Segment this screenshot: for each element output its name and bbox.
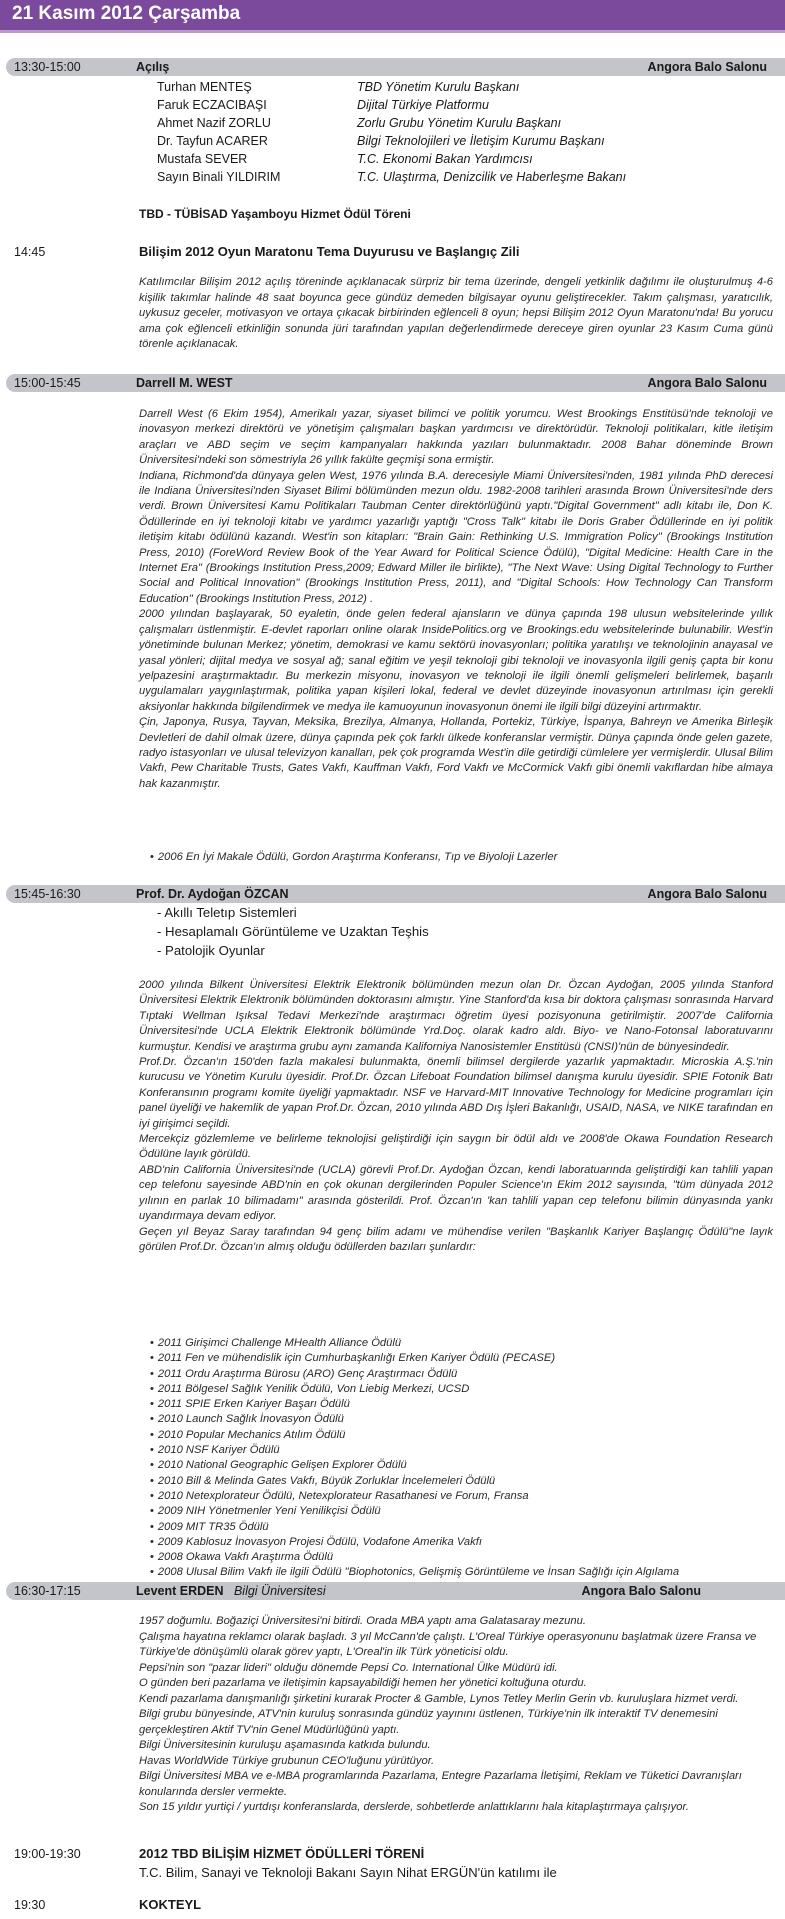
paragraph: Indiana, Richmond'da dünyaya gelen West, 1976 yılında B.A. derecesiyle Miami Üniversitesi'nden, 1981 yılında PhD derecesi ile Indiana Üniversitesi'nden Siyaset Bilimi bölümünden mezun oldu. 1982-2008 tarihleri arasında Brown Üniversitesi'nde ders verdi. Brown Üniversitesi Kamu Politikaları Taubman Center direktörlüğünü yaptı."Digital Government" adlı kitabı ile, Don K. Ödüllerinde en iyi teknoloji kitabı ve yardımcı yazarlığı yaptığı "Cross Talk" kitabı ile Doris Graber Ödüllerinde en iyi politik iletişim kitabı ödülünü kazandı. West'in son kitapları: "Brain Gain: Rethinking U.S. Immigration Policy" (Brookings Institution Press, 2010) (ForeWord Review Book of the Year Award for Political Science Ödülü), "Digital Medicine: Health Care in the Internet Era" (Brookings Institution Press,2009; Edward Miller ile birlikte), "The Next Wave: Using Digital Technology to Further Social and Political Innovation" (Brookings Institution Press, 2011), and "Digital Schools: How Technology Can Transform Education" (Brookings Institution Press, 2012) .	[139, 469, 773, 605]
award-item: • 2010 Bill & Melinda Gates Vakfı, Büyük Zorluklar İncelemeleri Ödülü	[150, 1474, 679, 1489]
paragraph: 2000 yılından başlayarak, 50 eyaletin, önde gelen federal ajansların ve dünya çapında 198 ulusun websitelerinde yıllık çalışmaları üstlenmiştir. E-devlet raporları online olarak InsidePolitics.org ve Brookings.edu websitelerinde bulunabilir. West'in yönetiminde bulunan Merkez; yönetim, demokrasi ve kamu sektörü inovasyonları; politika yaratılışı ve teknolojinin anayasal ve yasal yönleri; dijital medya ve sosyal ağ; sanal eğitim ve yeşil teknoloji gibi teknoloji ve inovasyonla ilgili geniş çapta bir konu yelpazesini araştırmaktadır. Bu merkezin misyonu, inovasyon ve teknoloji ile ilgili önemli gelişmeleri belirlemek, başarılı uygulamaları yaygınlaştırmak, politika yapan kişileri lokal, federal ve devlet düzeyinde inovasyonun artırılması için gerekli aksiyonlar hakkında bilgilendirmek ve medya ile kamuoyunun inovasyonun önemi ile ilgili bilgi düzeyini artırmaktır.	[139, 608, 773, 713]
west-biography	[139, 407, 773, 792]
paragraph: ABD'nin California Üniversitesi'nde (UCLA) görevli Prof.Dr. Aydoğan Özcan, kendi laboratuarında geliştirdiği kan tahlili yapan cep telefonu sayesinde ABD'nin en çok okunan dergilerinden Populer Science'ın Ekim 2012 sayısında, "tüm dünyada 2012 yılının en parlak 10 bilimadamı" arasında gösterildi. Prof. Özcan'ın 'kan tahlili yapan cep telefonu bilimin dünyasında yankı uyandırmaya devam ediyor.	[139, 1163, 773, 1223]
session-bar-opening	[6, 58, 785, 76]
bio-line: Pepsi'nin son "pazar lideri" olduğu dönemde Pepsi Co. International Ülke Müdürü idi.	[139, 1661, 558, 1674]
award-item: • 2006 En İyi Makale Ödülü, Gordon Araştırma Konferansı, Tıp ve Biyoloji Lazerler	[150, 850, 557, 865]
session-time: 16:30-17:15	[14, 1584, 81, 1598]
speaker-role: Dijital Türkiye Platformu	[357, 98, 489, 112]
marathon-description	[139, 275, 773, 353]
erden-biography	[139, 1614, 773, 1816]
session-venue: Angora Balo Salonu	[647, 887, 767, 901]
award-item: • 2011 Bölgesel Sağlık Yenilik Ödülü, Von Liebig Merkezi, UCSD	[150, 1382, 679, 1397]
award-item: • 2009 MIT TR35 Ödülü	[150, 1520, 679, 1535]
award-item: • 2010 Launch Sağlık İnovasyon Ödülü	[150, 1412, 679, 1427]
speaker-name: Sayın Binali YILDIRIM	[157, 170, 281, 184]
marathon-time: 14:45	[14, 245, 46, 259]
speaker-role: Bilgi Teknolojileri ve İletişim Kurumu Başkanı	[357, 134, 605, 148]
speaker-row	[157, 168, 626, 186]
bio-line: Havas WorldWide Türkiye grubunun CEO'luğunu yürütüyor.	[139, 1754, 435, 1767]
speaker-name: Turhan MENTEŞ	[157, 80, 252, 94]
speaker-name: Levent ERDEN	[136, 1584, 224, 1598]
bio-line: Bilgi grubu bünyesinde, ATV'nin kuruluş sonrasında gündüz yayınını üstlenen, Türkiye'nin ilk interaktif TV denemesini gerçekleştiren Aktif TV'nin Genel Müdürlüğünü yaptı.	[139, 1708, 718, 1736]
bio-line: Son 15 yıldır yurtiçi / yurtdışı konferanslarda, derslerde, sohbetlerde anlattıklarını hala kitaplaştırmaya çalışıyor.	[139, 1801, 689, 1813]
topic-item: - Hesaplamalı Görüntüleme ve Uzaktan Teşhis	[157, 924, 429, 939]
paragraph: Çin, Japonya, Rusya, Tayvan, Meksika, Brezilya, Almanya, Hollanda, Portekiz, Türkiye, İspanya, Bahreyn ve Amerika Birleşik Devletleri de dahil olmak üzere, dünya çapında pek çok farklı ülkede konferanslar vermiştir. Dünya çapında önde gelen gazete, radyo istasyonları ve ulusal televizyon kanalları, pek çok programda West'in dile getirdiği cümlelere yer vermişlerdir. Ulusal Bilim Vakfı, Pew Charitable Trusts, Gates Vakfı, Kauffman Vakfı, Ford Vakfı ve McCormick Vakfı gibi önemli vakıflardan hibe almaya hak kazanmıştır.	[139, 716, 773, 790]
topic-item: - Akıllı Teletıp Sistemleri	[157, 905, 297, 920]
ceremony-time: 19:00-19:30	[14, 1847, 81, 1861]
ozcan-award-list	[150, 1336, 679, 1581]
session-time: 15:00-15:45	[14, 376, 81, 390]
award-item: • 2011 Girişimci Challenge MHealth Alliance Ödülü	[150, 1336, 679, 1351]
speaker-role: Zorlu Grubu Yönetim Kurulu Başkanı	[357, 116, 562, 130]
bio-line: Bilgi Üniversitesinin kuruluşu aşamasında katkıda bulundu.	[139, 1739, 431, 1751]
session-venue: Angora Balo Salonu	[647, 60, 767, 74]
award-item: • 2010 Netexplorateur Ödülü, Netexplorateur Rasathanesi ve Forum, Fransa	[150, 1489, 679, 1504]
paragraph: Mercekçiz gözlemleme ve belirleme teknolojisi geliştirdiği için saygın bir ödül aldı ve 2008'de Okawa Foundation Research Ödülüne layık görüldü.	[139, 1133, 773, 1161]
award-item: • 2009 Kablosuz İnovasyon Projesi Ödülü, Vodafone Amerika Vakfı	[150, 1535, 679, 1550]
speaker-name: Dr. Tayfun ACARER	[157, 134, 268, 148]
header-divider	[0, 30, 785, 33]
speaker-affiliation: Bilgi Üniversitesi	[233, 1584, 326, 1598]
award-item: • 2010 National Geographic Gelişen Explorer Ödülü	[150, 1458, 679, 1473]
ceremony-subtitle: T.C. Bilim, Sanayi ve Teknoloji Bakanı Sayın Nihat ERGÜN'ün katılımı ile	[139, 1865, 557, 1880]
cocktail-time: 19:30	[14, 1898, 46, 1912]
speaker-role: TBD Yönetim Kurulu Başkanı	[357, 80, 520, 94]
award-item: • 2011 Ordu Araştırma Bürosu (ARO) Genç Araştırmacı Ödülü	[150, 1367, 679, 1382]
west-award-list	[150, 850, 557, 865]
session-name: Prof. Dr. Aydoğan ÖZCAN	[136, 887, 289, 901]
session-venue: Angora Balo Salonu	[647, 376, 767, 390]
speaker-role: T.C. Ulaştırma, Denizcilik ve Haberleşme Bakanı	[357, 170, 627, 184]
session-bar-west	[6, 374, 785, 392]
paragraph: Prof.Dr. Özcan'ın 150'den fazla makalesi bulunmakta, önemli bilimsel dergilerde yazarlık yapmaktadır. Microskia A.Ş.'nin kurucusu ve Yönetim Kurulu üyesidir. Prof.Dr. Özcan Lifeboat Foundation bilimsel danışma kurulu üyesidir. SPIE Fotonik Batı Konferansının programı komite üyeliği yapmaktadır. NSF ve Harvard-MIT Innovative Technology for Medicine programları için panel üyeliği ve hakemlik de yapan Prof.Dr. Özcan, 2010 yılında ABD Dış İşleri Bakanlığı, USAID, NASA, ve NIKE tarafından en iyi girişimci seçildi.	[139, 1056, 773, 1130]
speaker-row	[157, 150, 626, 168]
paragraph: 2000 yılında Bilkent Üniversitesi Elektrik Elektronik bölümünden mezun olan Dr. Özcan Aydoğan, 2005 yılında Stanford Üniversitesi Elektrik Elektronik bölümünden doktorasını almıştır. Yine Stanford'da kısa bir doktora çalışması sonrasında Harvard Tıptaki Wellman Işıksal Tedavi Merkezi'nde araştırmacı öğretim üyesi pozisyonuna getirilmiştir. 2007'de California Üniversitesi'nde UCLA Elektrik Elektronik bölümünde Yrd.Doç. olarak kadro aldı. Biyo- ve Nano-Fotonsal laboratuvarını kurmuştur. Kendisi ve araştırma grubu aynı zamanda Kaliforniya Nanosistemler Enstitüsü (CNSI)'nün de bünyesindedir.	[139, 979, 773, 1053]
bio-line: 1957 doğumlu. Boğaziçi Üniversitesi'ni bitirdi. Orada MBA yaptı ama Galatasaray mezunu.	[139, 1615, 586, 1627]
session-time: 13:30-15:00	[14, 60, 81, 74]
speaker-name: Ahmet Nazif ZORLU	[157, 116, 271, 130]
award-ceremony-title: TBD - TÜBİSAD Yaşamboyu Hizmet Ödül Töreni	[139, 207, 411, 221]
speaker-row	[157, 114, 626, 132]
bio-line: Çalışma hayatına reklamcı olarak başladı. 3 yıl McCann'de çalıştı. L'Oreal Türkiye operasyonunu başlatmak üzere Fransa ve Türkiye'de dönüşümlü olarak görev yaptı, L'Oreal'in ilk Türk yöneticisi oldu.	[139, 1630, 757, 1658]
speaker-row	[157, 78, 626, 96]
session-name: Darrell M. WEST	[136, 376, 233, 390]
opening-speaker-list	[157, 78, 626, 186]
speaker-name: Faruk ECZACIBAŞI	[157, 98, 267, 112]
cocktail-title: KOKTEYL	[139, 1897, 202, 1912]
speaker-role: T.C. Ekonomi Bakan Yardımcısı	[357, 152, 533, 166]
session-venue: Angora Balo Salonu	[581, 1584, 701, 1598]
award-item: • 2010 NSF Kariyer Ödülü	[150, 1443, 679, 1458]
paragraph: Darrell West (6 Ekim 1954), Amerikalı yazar, siyaset bilimci ve politik yorumcu. West Brookings Enstitüsü'nde teknoloji ve inovasyon merkezi direktörü ve yönetişim çalışmaları başkan yardımcısı ve direktörüdür. Teknoloji politikaları, kitle iletişim araçları ve ABD seçim ve seçim kampanyaları hakkında yazıları bulunmaktadır. 2008 Bahar döneminde Brown Üniversitesi'ndeki son sömestriyla 26 yıllık fakülte geçmişi sona ermiştir.	[139, 408, 773, 467]
ozcan-topic-list	[157, 903, 429, 960]
paragraph: Geçen yıl Beyaz Saray tarafından 94 genç bilim adamı ve mühendise verilen "Başkanlık Kariyer Başlangıç Ödülü"ne layık görülen Prof.Dr. Özcan'ın almış olduğu ödüllerden bazıları şunlardır:	[139, 1225, 773, 1253]
session-time: 15:45-16:30	[14, 887, 81, 901]
award-item: • 2011 Fen ve mühendislik için Cumhurbaşkanlığı Erken Kariyer Ödülü (PECASE)	[150, 1351, 679, 1366]
session-bar-erden	[6, 1582, 785, 1600]
award-item: • 2009 NIH Yönetmenler Yeni Yenilikçisi Ödülü	[150, 1504, 679, 1519]
bio-line: Bilgi Üniversitesi MBA ve e-MBA programlarında Pazarlama, Entegre Pazarlama İletişimi, Reklam ve Tüketici Davranışları konularında dersler vermekte.	[139, 1770, 742, 1798]
session-bar-ozcan	[6, 885, 785, 903]
marathon-title: Bilişim 2012 Oyun Maratonu Tema Duyurusu ve Başlangıç Zili	[139, 244, 520, 259]
award-item: • 2008 Ulusal Bilim Vakfı ile ilgili Ödülü "Biophotonics, Gelişmiş Görüntüleme ve İnsan Sağlığı için Algılama	[150, 1565, 679, 1580]
session-name	[136, 1584, 326, 1598]
date-header	[0, 0, 785, 30]
ceremony-title: 2012 TBD BİLİŞİM HİZMET ÖDÜLLERİ TÖRENİ	[139, 1846, 425, 1861]
award-item: • 2011 SPIE Erken Kariyer Başarı Ödülü	[150, 1397, 679, 1412]
speaker-row	[157, 96, 626, 114]
bio-line: Kendi pazarlama danışmanlığı şirketini kurarak Procter & Gamble, Lynos Tetley Merlin Gerin vb. kuruluşlara hizmet verdi.	[139, 1692, 739, 1705]
speaker-name: Mustafa SEVER	[157, 152, 248, 166]
page-title: 21 Kasım 2012 Çarşamba	[12, 3, 241, 24]
speaker-row	[157, 132, 626, 150]
session-name: Açılış	[136, 60, 170, 74]
paragraph: Katılımcılar Bilişim 2012 açılış töreninde açıklanacak sürpriz bir tema üzerinde, dengeli yetkinlik dağılımı ile oluşturulmuş 4-6 kişilik takımlar halinde 48 saat boyunca gece gündüz demeden bilgisayar oyunu geliştirecekler. Takım çalışması, yaratıcılık, uykusuz geceler, motivasyon ve ortaya çıkacak birbirinden eğlenceli 8 oyun; hepsi Bilişim 2012 Oyun Maratonu'nda! Bu yorucu ama çok eğlenceli etkinliğin sonunda jüri tarafından yapılan değerlendirmede dereceye giren oyunlar 23 Kasım Cuma günü törenle açıklanacak.	[139, 276, 773, 351]
award-item: • 2010 Popular Mechanics Atılım Ödülü	[150, 1428, 679, 1443]
award-item: • 2008 Okawa Vakfı Araştırma Ödülü	[150, 1550, 679, 1565]
ozcan-biography	[139, 978, 773, 1255]
topic-item: - Patolojik Oyunlar	[157, 943, 265, 958]
bio-line: O günden beri pazarlama ve iletişimin kapsayabildiği hemen her yönetici koltuğuna oturdu.	[139, 1677, 587, 1689]
